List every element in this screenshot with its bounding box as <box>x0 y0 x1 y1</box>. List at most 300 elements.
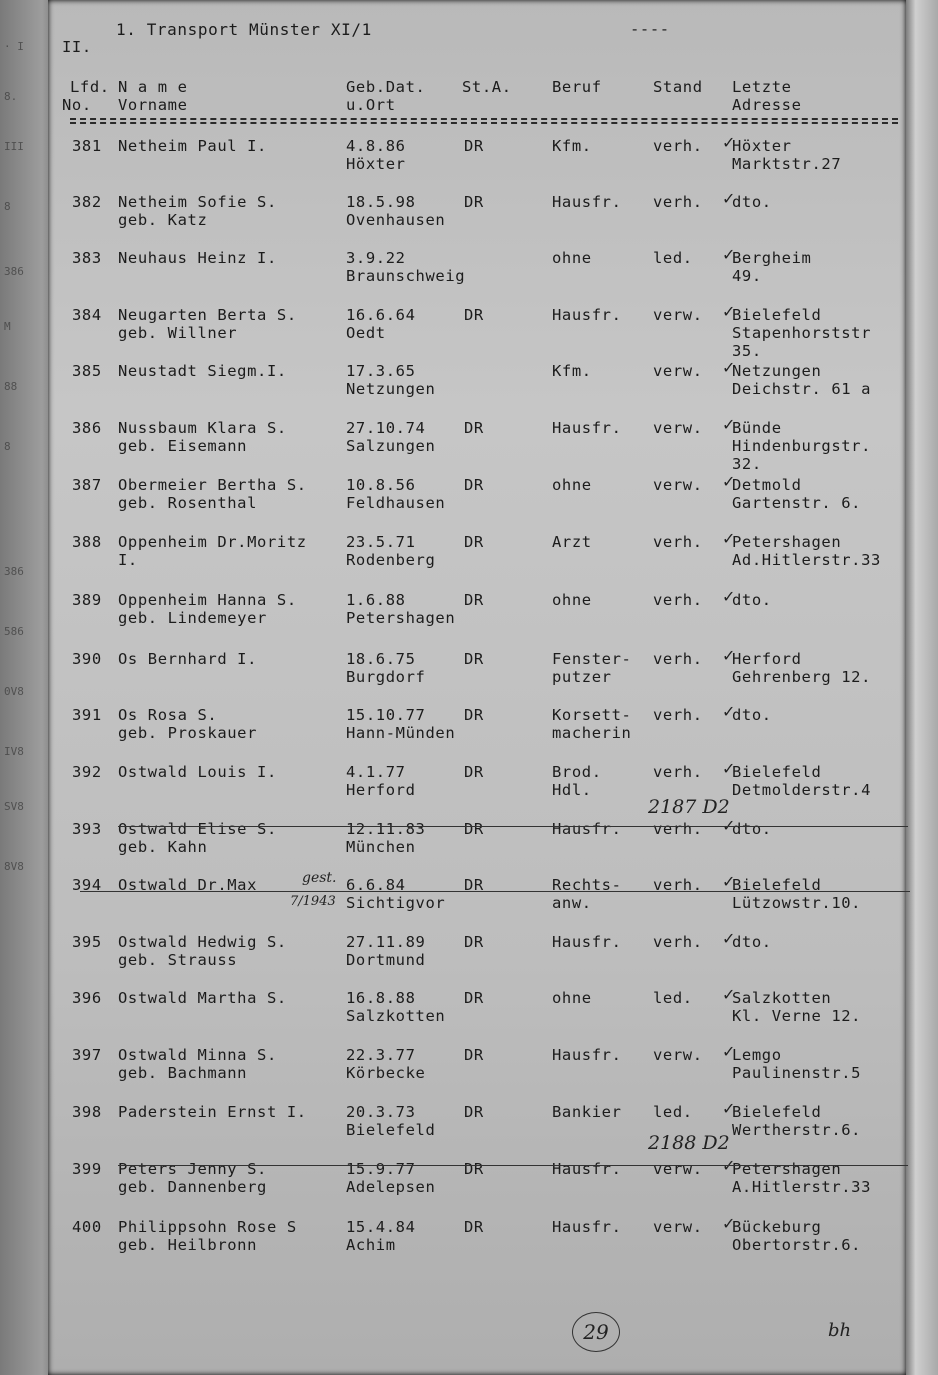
row-number-line: 386 <box>72 419 102 437</box>
table-row <box>0 189 900 249</box>
row-last-address-line: dto. <box>732 591 772 609</box>
row-occupation <box>552 419 622 437</box>
row-last-address <box>732 476 861 512</box>
row-last-address-line: Ad.Hitlerstr.33 <box>732 551 881 569</box>
table-row <box>0 358 900 418</box>
row-citizenship-line: DR <box>464 989 484 1007</box>
row-name-line: geb. Kahn <box>118 838 208 856</box>
table-row <box>0 702 900 762</box>
row-last-address-line: Deichstr. 61 a <box>732 380 872 398</box>
row-marital-status-line: verw. <box>653 1046 703 1064</box>
row-birth-line: Salzkotten <box>346 1007 446 1025</box>
row-marital-status-line: verw. <box>653 1218 703 1236</box>
header-no-2: No. <box>62 96 92 114</box>
row-name-line: geb. Eisemann <box>118 437 248 455</box>
row-marital-status-line: verh. <box>653 933 703 951</box>
row-birth-line: Herford <box>346 781 416 799</box>
row-number <box>72 591 102 609</box>
row-birth-line: Ovenhausen <box>346 211 446 229</box>
row-birth-line: 1.6.88 <box>346 591 406 609</box>
row-name-line: Oppenheim Hanna S. <box>118 591 297 609</box>
row-last-address <box>732 1046 861 1082</box>
row-number <box>72 362 102 380</box>
row-marital-status-line: verw. <box>653 306 703 324</box>
row-name-line: geb. Heilbronn <box>118 1236 258 1254</box>
row-number <box>72 1046 102 1064</box>
row-marital-status-line: verw. <box>653 419 703 437</box>
row-occupation <box>552 1160 622 1178</box>
table-row <box>0 529 900 589</box>
row-occupation-line: Korsett- <box>552 706 632 724</box>
row-citizenship-line: DR <box>464 820 484 838</box>
table-row <box>0 1042 900 1102</box>
header-beruf: Beruf <box>552 78 602 96</box>
row-marital-status-line: verw. <box>653 362 703 380</box>
row-marital-status <box>653 476 703 494</box>
row-occupation <box>552 1218 622 1236</box>
row-birth-line: 16.8.88 <box>346 989 416 1007</box>
row-last-address <box>732 249 811 285</box>
row-last-address-line: Hindenburgstr. <box>732 437 872 455</box>
row-name <box>118 933 287 969</box>
row-name-line: Os Rosa S. <box>118 706 218 724</box>
row-occupation-line: anw. <box>552 894 592 912</box>
row-last-address-line: Marktstr.27 <box>732 155 842 173</box>
row-occupation-line: Bankier <box>552 1103 622 1121</box>
row-name-line: geb. Lindemeyer <box>118 609 267 627</box>
header-rule <box>70 118 898 120</box>
row-citizenship <box>464 763 484 781</box>
row-number-line: 392 <box>72 763 102 781</box>
row-marital-status-line: led. <box>653 1103 693 1121</box>
row-birth <box>346 193 445 229</box>
row-number-line: 399 <box>72 1160 102 1178</box>
row-last-address-line: Petershagen <box>732 533 842 551</box>
row-last-address-line: 35. <box>732 342 762 360</box>
table-row <box>0 929 900 989</box>
row-birth <box>346 876 445 912</box>
row-number <box>72 533 102 551</box>
row-number <box>72 249 102 267</box>
header-vorname: Vorname <box>118 96 188 114</box>
row-name <box>118 137 267 155</box>
row-marital-status <box>653 306 703 324</box>
row-occupation-line: Hausfr. <box>552 820 622 838</box>
row-citizenship <box>464 533 484 551</box>
row-occupation-line: Fenster- <box>552 650 632 668</box>
row-citizenship-line: DR <box>464 706 484 724</box>
row-name-line: I. <box>118 551 138 569</box>
row-occupation <box>552 476 592 494</box>
row-last-address <box>732 591 772 609</box>
row-occupation <box>552 650 631 686</box>
checkmark-icon: ✓ <box>722 985 736 1004</box>
row-occupation <box>552 706 631 742</box>
roman-section-number: II. <box>62 38 92 56</box>
row-birth <box>346 650 425 686</box>
header-addr-2: Adresse <box>732 96 802 114</box>
row-name-line: Ostwald Hedwig S. <box>118 933 287 951</box>
title-mark: ---- <box>630 20 670 38</box>
header-place: u.Ort <box>346 96 396 114</box>
row-last-address-line: Bielefeld <box>732 306 822 324</box>
checkmark-icon: ✓ <box>722 1042 736 1061</box>
row-name <box>118 249 277 267</box>
row-name <box>118 533 307 569</box>
row-number-line: 394 <box>72 876 102 894</box>
row-number <box>72 763 102 781</box>
row-occupation <box>552 933 622 951</box>
row-last-address <box>732 763 871 799</box>
checkmark-icon: ✓ <box>722 1099 736 1118</box>
row-occupation-line: Hausfr. <box>552 419 622 437</box>
row-marital-status <box>653 591 703 609</box>
row-birth-line: 17.3.65 <box>346 362 416 380</box>
table-row <box>0 1156 900 1216</box>
handwritten-note-399: 2188 D2 <box>648 1132 730 1154</box>
row-birth-line: Achim <box>346 1236 396 1254</box>
checkmark-icon: ✓ <box>722 245 736 264</box>
row-birth <box>346 933 425 969</box>
row-birth-line: 18.5.98 <box>346 193 416 211</box>
row-number <box>72 650 102 668</box>
row-number-line: 389 <box>72 591 102 609</box>
row-birth-line: Petershagen <box>346 609 456 627</box>
row-number <box>72 706 102 724</box>
row-birth <box>346 989 445 1025</box>
row-marital-status-line: verh. <box>653 137 703 155</box>
row-birth-line: 16.6.64 <box>346 306 416 324</box>
row-name-line: Philippsohn Rose S <box>118 1218 297 1236</box>
row-marital-status-line: verh. <box>653 650 703 668</box>
table-row <box>0 985 900 1045</box>
underlying-page-edge: · I 8. III 8 386 M 88 8 386 586 0V8 IV8 SV8 8V8 <box>0 0 70 1375</box>
checkmark-icon: ✓ <box>722 133 736 152</box>
row-number <box>72 933 102 951</box>
row-number-line: 383 <box>72 249 102 267</box>
row-citizenship <box>464 1103 484 1121</box>
row-birth <box>346 706 455 742</box>
handwritten-note-394-b: 7/1943 <box>290 894 336 909</box>
row-birth-line: 18.6.75 <box>346 650 416 668</box>
header-sta: St.A. <box>462 78 512 96</box>
row-number <box>72 419 102 437</box>
row-birth <box>346 591 455 627</box>
row-occupation <box>552 193 622 211</box>
row-last-address-line: Bünde <box>732 419 782 437</box>
row-birth <box>346 476 445 512</box>
checkmark-icon: ✓ <box>722 529 736 548</box>
row-occupation-line: macherin <box>552 724 632 742</box>
row-last-address <box>732 306 871 360</box>
row-occupation <box>552 820 622 838</box>
row-name <box>118 419 287 455</box>
row-marital-status <box>653 362 703 380</box>
row-last-address-line: Paulinenstr.5 <box>732 1064 862 1082</box>
row-citizenship <box>464 1160 484 1178</box>
row-marital-status-line: verh. <box>653 193 703 211</box>
row-number <box>72 820 102 838</box>
row-citizenship <box>464 706 484 724</box>
row-number-line: 398 <box>72 1103 102 1121</box>
row-marital-status-line: verh. <box>653 533 703 551</box>
row-marital-status <box>653 419 703 437</box>
row-occupation-line: Hausfr. <box>552 306 622 324</box>
row-birth <box>346 763 416 799</box>
row-last-address <box>732 989 861 1025</box>
table-row <box>0 872 900 932</box>
row-birth-line: 15.9.77 <box>346 1160 416 1178</box>
row-occupation-line: Hausfr. <box>552 193 622 211</box>
row-name <box>118 591 297 627</box>
table-row <box>0 1214 900 1274</box>
row-occupation-line: Hausfr. <box>552 1218 622 1236</box>
row-birth-line: Dortmund <box>346 951 426 969</box>
row-last-address-line: Gehrenberg 12. <box>732 668 872 686</box>
row-citizenship <box>464 1218 484 1236</box>
row-birth-line: Sichtigvor <box>346 894 446 912</box>
row-last-address-line: Bielefeld <box>732 876 822 894</box>
row-name <box>118 763 277 781</box>
row-occupation-line: Brod. <box>552 763 602 781</box>
row-birth-line: 6.6.84 <box>346 876 406 894</box>
page-right-edge <box>906 0 938 1375</box>
row-occupation-line: Kfm. <box>552 362 592 380</box>
row-number-line: 395 <box>72 933 102 951</box>
row-number <box>72 1218 102 1236</box>
row-marital-status <box>653 933 703 951</box>
row-name-line: Neuhaus Heinz I. <box>118 249 277 267</box>
row-marital-status <box>653 820 703 838</box>
row-name-line: geb. Bachmann <box>118 1064 248 1082</box>
row-birth-line: Körbecke <box>346 1064 426 1082</box>
row-citizenship <box>464 650 484 668</box>
row-occupation <box>552 876 622 912</box>
row-last-address-line: Bückeburg <box>732 1218 822 1236</box>
row-name-line: Ostwald Louis I. <box>118 763 277 781</box>
row-occupation-line: putzer <box>552 668 612 686</box>
row-last-address-line: dto. <box>732 933 772 951</box>
row-marital-status <box>653 706 703 724</box>
row-last-address-line: 49. <box>732 267 762 285</box>
header-no: Lfd. <box>70 78 110 96</box>
row-name <box>118 1218 297 1254</box>
row-citizenship-line: DR <box>464 306 484 324</box>
row-occupation <box>552 763 602 799</box>
checkmark-icon: ✓ <box>722 472 736 491</box>
checkmark-icon: ✓ <box>722 587 736 606</box>
row-marital-status-line: verh. <box>653 763 703 781</box>
row-occupation-line: ohne <box>552 249 592 267</box>
row-citizenship-line: DR <box>464 650 484 668</box>
row-birth-line: 4.8.86 <box>346 137 406 155</box>
row-birth-line: 20.3.73 <box>346 1103 416 1121</box>
row-birth-line: Braunschweig <box>346 267 466 285</box>
row-number <box>72 137 102 155</box>
row-number <box>72 1160 102 1178</box>
row-citizenship <box>464 193 484 211</box>
row-citizenship-line: DR <box>464 533 484 551</box>
row-birth-line: 22.3.77 <box>346 1046 416 1064</box>
row-last-address-line: Stapenhorststr <box>732 324 872 342</box>
table-row <box>0 472 900 532</box>
row-birth-line: Höxter <box>346 155 406 173</box>
row-name-line: Oppenheim Dr.Moritz <box>118 533 307 551</box>
row-last-address-line: Herford <box>732 650 802 668</box>
header-addr: Letzte <box>732 78 792 96</box>
row-number-line: 393 <box>72 820 102 838</box>
row-citizenship-line: DR <box>464 193 484 211</box>
row-birth-line: Bielefeld <box>346 1121 436 1139</box>
row-name-line: Netheim Paul I. <box>118 137 267 155</box>
checkmark-icon: ✓ <box>722 358 736 377</box>
row-number <box>72 476 102 494</box>
row-last-address-line: A.Hitlerstr.33 <box>732 1178 872 1196</box>
row-birth-line: 15.4.84 <box>346 1218 416 1236</box>
row-name-line: Ostwald Minna S. <box>118 1046 277 1064</box>
row-last-address-line: Kl. Verne 12. <box>732 1007 862 1025</box>
row-citizenship-line: DR <box>464 1046 484 1064</box>
row-number <box>72 306 102 324</box>
row-marital-status-line: verh. <box>653 706 703 724</box>
checkmark-icon: ✓ <box>722 1156 736 1175</box>
row-marital-status-line: led. <box>653 249 693 267</box>
row-occupation-line: Hausfr. <box>552 1046 622 1064</box>
checkmark-icon: ✓ <box>722 1214 736 1233</box>
row-occupation-line: Arzt <box>552 533 592 551</box>
row-name-line: Ostwald Elise S. <box>118 820 277 838</box>
row-number-line: 390 <box>72 650 102 668</box>
row-marital-status <box>653 650 703 668</box>
row-last-address-line: Detmolderstr.4 <box>732 781 872 799</box>
strike-row-393 <box>118 826 908 827</box>
table-row <box>0 759 900 819</box>
row-last-address <box>732 933 772 951</box>
row-birth-line: 23.5.71 <box>346 533 416 551</box>
row-birth <box>346 419 435 455</box>
row-marital-status-line: verh. <box>653 876 703 894</box>
row-name-line: geb. Dannenberg <box>118 1178 267 1196</box>
row-last-address <box>732 419 871 473</box>
table-row <box>0 133 900 193</box>
row-marital-status-line: verw. <box>653 1160 703 1178</box>
row-last-address <box>732 820 772 838</box>
row-last-address-line: Detmold <box>732 476 802 494</box>
row-name-line: geb. Proskauer <box>118 724 258 742</box>
row-occupation <box>552 137 592 155</box>
row-birth <box>346 533 435 569</box>
row-birth-line: Rodenberg <box>346 551 436 569</box>
row-name-line: geb. Katz <box>118 211 208 229</box>
row-name-line: geb. Rosenthal <box>118 494 258 512</box>
row-last-address-line: dto. <box>732 706 772 724</box>
row-birth-line: Burgdorf <box>346 668 426 686</box>
row-last-address <box>732 533 881 569</box>
row-name-line: Peters Jenny S. <box>118 1160 267 1178</box>
row-citizenship <box>464 933 484 951</box>
table-row <box>0 415 900 475</box>
row-birth-line: Adelepsen <box>346 1178 436 1196</box>
row-birth-line: Oedt <box>346 324 386 342</box>
row-name-line: geb. Strauss <box>118 951 238 969</box>
row-name-line: Ostwald Martha S. <box>118 989 287 1007</box>
row-marital-status <box>653 1160 703 1178</box>
row-birth-line: Netzungen <box>346 380 436 398</box>
row-occupation-line: ohne <box>552 989 592 1007</box>
row-last-address-line: Obertorstr.6. <box>732 1236 862 1254</box>
row-birth-line: Feldhausen <box>346 494 446 512</box>
row-citizenship-line: DR <box>464 591 484 609</box>
row-last-address-line: Salzkotten <box>732 989 832 1007</box>
page-title: 1. Transport Münster XI/1 <box>116 20 372 39</box>
row-number <box>72 1103 102 1121</box>
row-occupation <box>552 362 592 380</box>
row-occupation <box>552 306 622 324</box>
row-number <box>72 989 102 1007</box>
row-birth <box>346 362 435 398</box>
row-name-line: Nussbaum Klara S. <box>118 419 287 437</box>
row-citizenship-line: DR <box>464 933 484 951</box>
row-number-line: 384 <box>72 306 102 324</box>
row-last-address-line: Lemgo <box>732 1046 782 1064</box>
row-citizenship-line: DR <box>464 1160 484 1178</box>
row-citizenship-line: DR <box>464 1218 484 1236</box>
row-name <box>118 989 287 1007</box>
row-name <box>118 1103 307 1121</box>
row-marital-status <box>653 193 703 211</box>
row-last-address-line: Lützowstr.10. <box>732 894 862 912</box>
row-last-address-line: Wertherstr.6. <box>732 1121 862 1139</box>
table-row <box>0 646 900 706</box>
row-name-line: Os Bernhard I. <box>118 650 258 668</box>
row-birth-line: 15.10.77 <box>346 706 426 724</box>
row-marital-status <box>653 989 693 1007</box>
checkmark-icon: ✓ <box>722 759 736 778</box>
checkmark-icon: ✓ <box>722 415 736 434</box>
row-marital-status <box>653 249 693 267</box>
row-number-line: 388 <box>72 533 102 551</box>
row-last-address <box>732 362 871 398</box>
row-number-line: 382 <box>72 193 102 211</box>
row-marital-status <box>653 533 703 551</box>
row-birth-line: 3.9.22 <box>346 249 406 267</box>
row-last-address <box>732 876 861 912</box>
table-row <box>0 245 900 305</box>
checkmark-icon: ✓ <box>722 302 736 321</box>
handwritten-note-393: 2187 D2 <box>648 796 730 818</box>
table-row <box>0 302 900 362</box>
row-occupation-line: Rechts- <box>552 876 622 894</box>
row-citizenship-line: DR <box>464 419 484 437</box>
row-number <box>72 193 102 211</box>
row-citizenship-line: DR <box>464 476 484 494</box>
row-name <box>118 193 277 229</box>
row-name <box>118 650 257 668</box>
row-birth <box>346 306 416 342</box>
row-birth <box>346 1103 435 1139</box>
row-name-line: Netheim Sofie S. <box>118 193 277 211</box>
row-citizenship-line: DR <box>464 763 484 781</box>
row-last-address-line: dto. <box>732 820 772 838</box>
row-marital-status <box>653 763 703 781</box>
row-last-address <box>732 650 871 686</box>
header-name: N a m e <box>118 78 188 96</box>
row-occupation <box>552 249 592 267</box>
row-last-address-line: Bielefeld <box>732 1103 822 1121</box>
row-last-address-line: Netzungen <box>732 362 822 380</box>
row-last-address-line: Gartenstr. 6. <box>732 494 862 512</box>
row-citizenship <box>464 1046 484 1064</box>
